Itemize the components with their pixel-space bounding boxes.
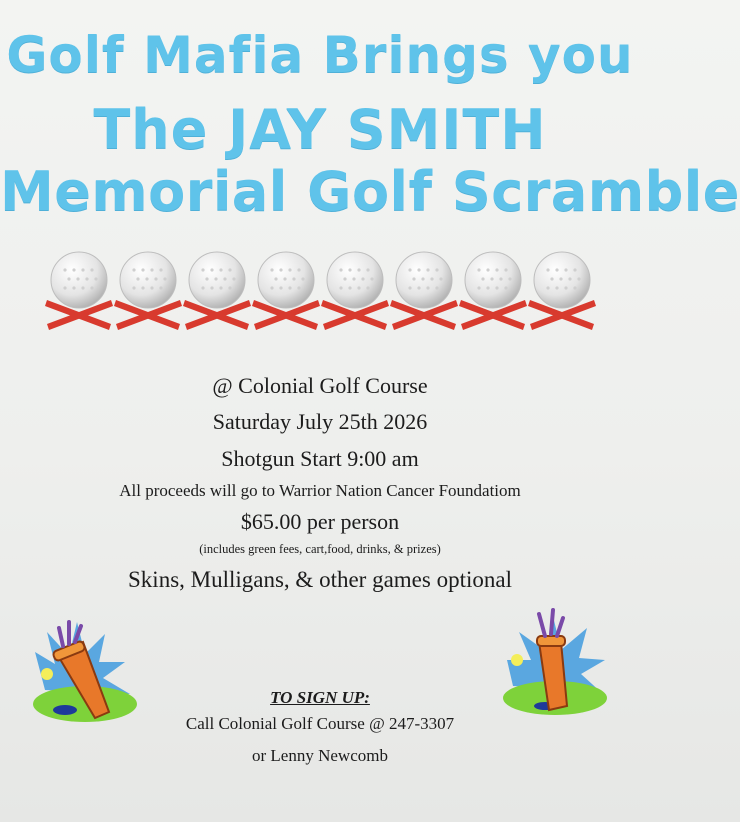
ball-dimple [357, 286, 360, 289]
ball-dimple [154, 277, 157, 280]
ball-dimple [145, 277, 148, 280]
ball-dimple [201, 268, 204, 271]
ball-dimple [366, 286, 369, 289]
ball-dimple [85, 277, 88, 280]
ball-dimple [504, 268, 507, 271]
ball-dimple [555, 268, 558, 271]
ball-dimple [219, 286, 222, 289]
golf-ball-on-tees [114, 252, 182, 330]
includes-text: (includes green fees, cart,food, drinks, & prizes) [199, 542, 441, 556]
ball-dimple [270, 286, 273, 289]
ball-dimple [559, 277, 562, 280]
ball-dimple [228, 268, 231, 271]
title-line-3: Memorial Golf Scramble [0, 160, 740, 223]
ball-dimple [426, 268, 429, 271]
ball-dimple [490, 277, 493, 280]
ball-dimple [564, 268, 567, 271]
ball-dimple [219, 268, 222, 271]
ball-dimple [201, 286, 204, 289]
ball-dimple [352, 277, 355, 280]
ball-dimple [499, 277, 502, 280]
ball-dimple [288, 268, 291, 271]
ball-dimple [486, 286, 489, 289]
ball-dimple [141, 268, 144, 271]
ball-dimple [274, 277, 277, 280]
ball-dimple [279, 268, 282, 271]
ball-dimple [361, 277, 364, 280]
ball-dimple [132, 286, 135, 289]
golf-bag-icon [25, 612, 145, 732]
ball-dimple [486, 268, 489, 271]
signup-contact-text: or Lenny Newcomb [252, 746, 388, 765]
ball-dimple [439, 277, 442, 280]
ball-dimple [426, 286, 429, 289]
ball-dimple [339, 286, 342, 289]
ball-dimple [90, 268, 93, 271]
ball-dimple [232, 277, 235, 280]
ball-dimple [495, 268, 498, 271]
ball-dimple [408, 268, 411, 271]
ball-dimple [366, 268, 369, 271]
ball-dimple [555, 286, 558, 289]
golf-ball-on-tees [459, 252, 527, 330]
ball-dimple [417, 286, 420, 289]
title-line-1: Golf Mafia Brings you [6, 26, 634, 84]
venue-text: @ Colonial Golf Course [212, 373, 428, 398]
ball-dimple [63, 268, 66, 271]
ball-dimple [210, 268, 213, 271]
golf-balls-row [45, 250, 595, 340]
ball-dimple [495, 286, 498, 289]
ball-dimple [141, 286, 144, 289]
ball-dimple [412, 277, 415, 280]
ball-dimple [279, 286, 282, 289]
ball-dimple [63, 286, 66, 289]
ball-dimple [435, 286, 438, 289]
games-text: Skins, Mulligans, & other games optional [128, 567, 512, 592]
ball-dimple [477, 286, 480, 289]
ball-dimple [205, 277, 208, 280]
ball-dimple [477, 268, 480, 271]
ball-dimple [72, 268, 75, 271]
ball-dimple [357, 268, 360, 271]
ball-dimple [301, 277, 304, 280]
ball-dimple [214, 277, 217, 280]
ball-dimple [72, 286, 75, 289]
ball-dimple [283, 277, 286, 280]
golf-ball-on-tees [528, 252, 596, 330]
ball-dimple [288, 286, 291, 289]
title-line-2: The JAY SMITH [93, 98, 547, 161]
ball-dimple [546, 286, 549, 289]
golf-ball-on-tees [45, 252, 113, 330]
price-text: $65.00 per person [240, 509, 400, 534]
ball-dimple [90, 286, 93, 289]
ball-dimple [348, 286, 351, 289]
golf-bag-icon [495, 602, 615, 722]
ball-dimple [228, 286, 231, 289]
ball-dimple [343, 277, 346, 280]
golf-ball-on-tees [321, 252, 389, 330]
ball-dimple [292, 277, 295, 280]
ball-dimple [210, 286, 213, 289]
ball-dimple [150, 286, 153, 289]
ball-dimple [159, 286, 162, 289]
ball-dimple [481, 277, 484, 280]
golf-ball-on-tees [183, 252, 251, 330]
ball-dimple [132, 268, 135, 271]
ball-dimple [163, 277, 166, 280]
ball-dimple [76, 277, 79, 280]
ball-dimple [67, 277, 70, 280]
ball-dimple [417, 268, 420, 271]
ball-dimple [408, 286, 411, 289]
date-text: Saturday July 25th 2026 [212, 409, 428, 434]
ball-dimple [370, 277, 373, 280]
start-time-text: Shotgun Start 9:00 am [221, 446, 419, 471]
ball-dimple [297, 268, 300, 271]
ball-dimple [435, 268, 438, 271]
ball-dimple [270, 268, 273, 271]
signup-call-text: Call Colonial Golf Course @ 247-3307 [185, 714, 455, 733]
ball-dimple [348, 268, 351, 271]
signup-heading: TO SIGN UP: [270, 688, 370, 707]
ball-dimple [81, 268, 84, 271]
ball-dimple [546, 268, 549, 271]
ball-dimple [430, 277, 433, 280]
ball-dimple [421, 277, 424, 280]
ball-dimple [159, 268, 162, 271]
ball-dimple [504, 286, 507, 289]
ball-dimple [508, 277, 511, 280]
ball-dimple [339, 268, 342, 271]
ball-dimple [150, 268, 153, 271]
ball-dimple [577, 277, 580, 280]
ball-dimple [223, 277, 226, 280]
ball-dimple [564, 286, 567, 289]
ball-dimple [136, 277, 139, 280]
ball-dimple [81, 286, 84, 289]
golf-ball-on-tees [390, 252, 458, 330]
ball-dimple [573, 268, 576, 271]
ball-dimple [573, 286, 576, 289]
ball-dimple [94, 277, 97, 280]
proceeds-text: All proceeds will go to Warrior Nation Cancer Foundatiom [119, 481, 521, 500]
ball-dimple [568, 277, 571, 280]
ball-dimple [297, 286, 300, 289]
golf-ball-on-tees [252, 252, 320, 330]
ball-dimple [550, 277, 553, 280]
